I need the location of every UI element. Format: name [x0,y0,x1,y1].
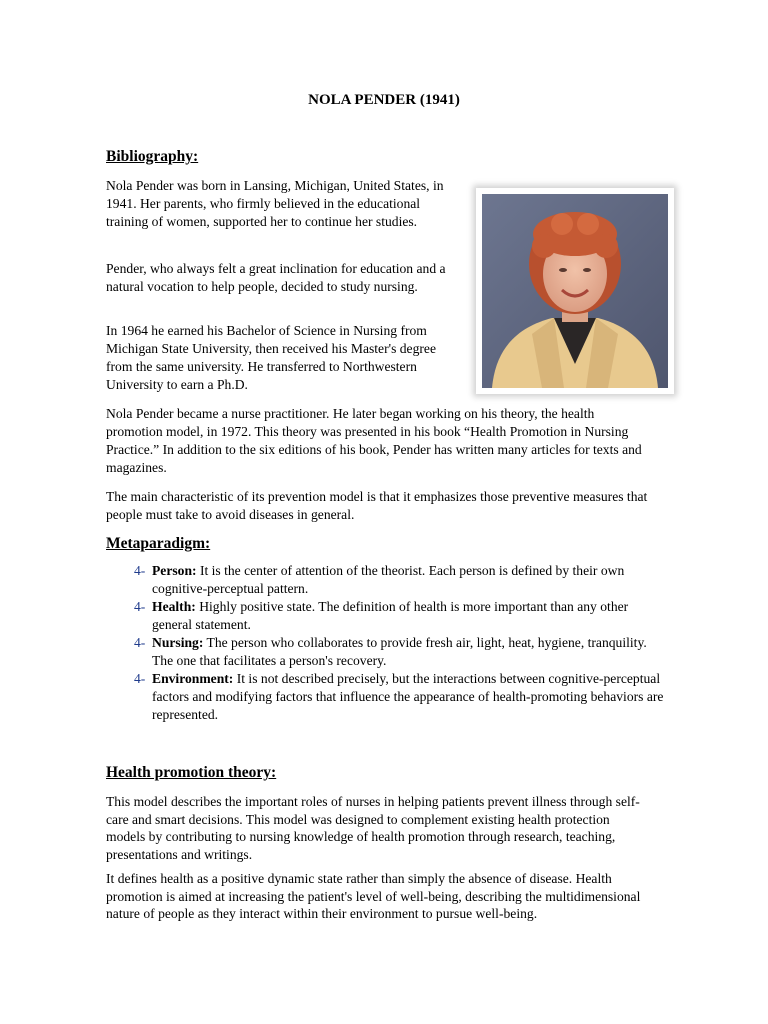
list-item [134,670,664,724]
portrait-photo [476,188,674,394]
metaparadigm-heading: Metaparadigm: [106,535,211,552]
metaparadigm-list [134,562,664,724]
list-text: It is the center of attention of the theorist. Each person is defined by their own cognitive-perceptual pattern. [152,563,625,596]
health-promotion-heading: Health promotion theory: [106,764,277,781]
bibliography-paragraph-5: The main characteristic of its prevention model is that it emphasizes those preventive measures that people must take to avoid diseases in general. [106,489,648,522]
list-item [134,634,664,670]
list-text: The person who collaborates to provide fresh air, light, heat, hygiene, tranquility. The one that facilitates a person's recovery. [152,635,647,668]
list-number: 4- [134,599,146,614]
health-promotion-paragraph-1: This model describes the important roles of nurses in helping patients prevent illness through self-care and smart decisions. This model was designed to complement existing health protection models by contributing to nursing knowledge of health promotion through research, teaching, presentations and writings. [106,794,640,862]
list-term: Health: [152,599,196,614]
portrait-image [482,194,668,388]
bibliography-paragraph-1: Nola Pender was born in Lansing, Michigan, United States, in 1941. Her parents, who firmly believed in the educational training of women, supported her to continue her studies. [106,178,444,229]
list-term: Person: [152,563,197,578]
list-text: Highly positive state. The definition of health is more important than any other general statement. [152,599,629,632]
list-number: 4- [134,671,146,686]
bibliography-paragraph-4: Nola Pender became a nurse practitioner. He later began working on his theory, the health promotion model, in 1972. This theory was presented in his book “Health Promotion in Nursing Practice.” In addition to the six editions of his book, Pender has written many articles for texts and magazines. [106,406,642,475]
list-number: 4- [134,635,146,650]
health-promotion-paragraph-2: It defines health as a positive dynamic state rather than simply the absence of disease. Health promotion is aimed at increasing the patient's level of well-being, describing the multidimensional nature of people as they interact within their environment to pursue well-being. [106,871,641,921]
list-number: 4- [134,563,146,578]
list-item [134,562,664,598]
bibliography-paragraph-2: Pender, who always felt a great inclination for education and a natural vocation to help people, decided to study nursing. [106,261,446,294]
list-term: Nursing: [152,635,204,650]
bibliography-heading: Bibliography: [106,148,199,165]
bibliography-paragraph-3: In 1964 he earned his Bachelor of Science in Nursing from Michigan State University, then received his Master's degree from the same university. He transferred to Northwestern University to earn a Ph.D. [106,323,436,392]
list-item [134,598,664,634]
list-text: It is not described precisely, but the interactions between cognitive-perceptual factors and modifying factors that influence the appearance of health-promoting behaviors are represented. [152,671,664,722]
page-title: NOLA PENDER (1941) [308,92,460,108]
list-term: Environment: [152,671,234,686]
